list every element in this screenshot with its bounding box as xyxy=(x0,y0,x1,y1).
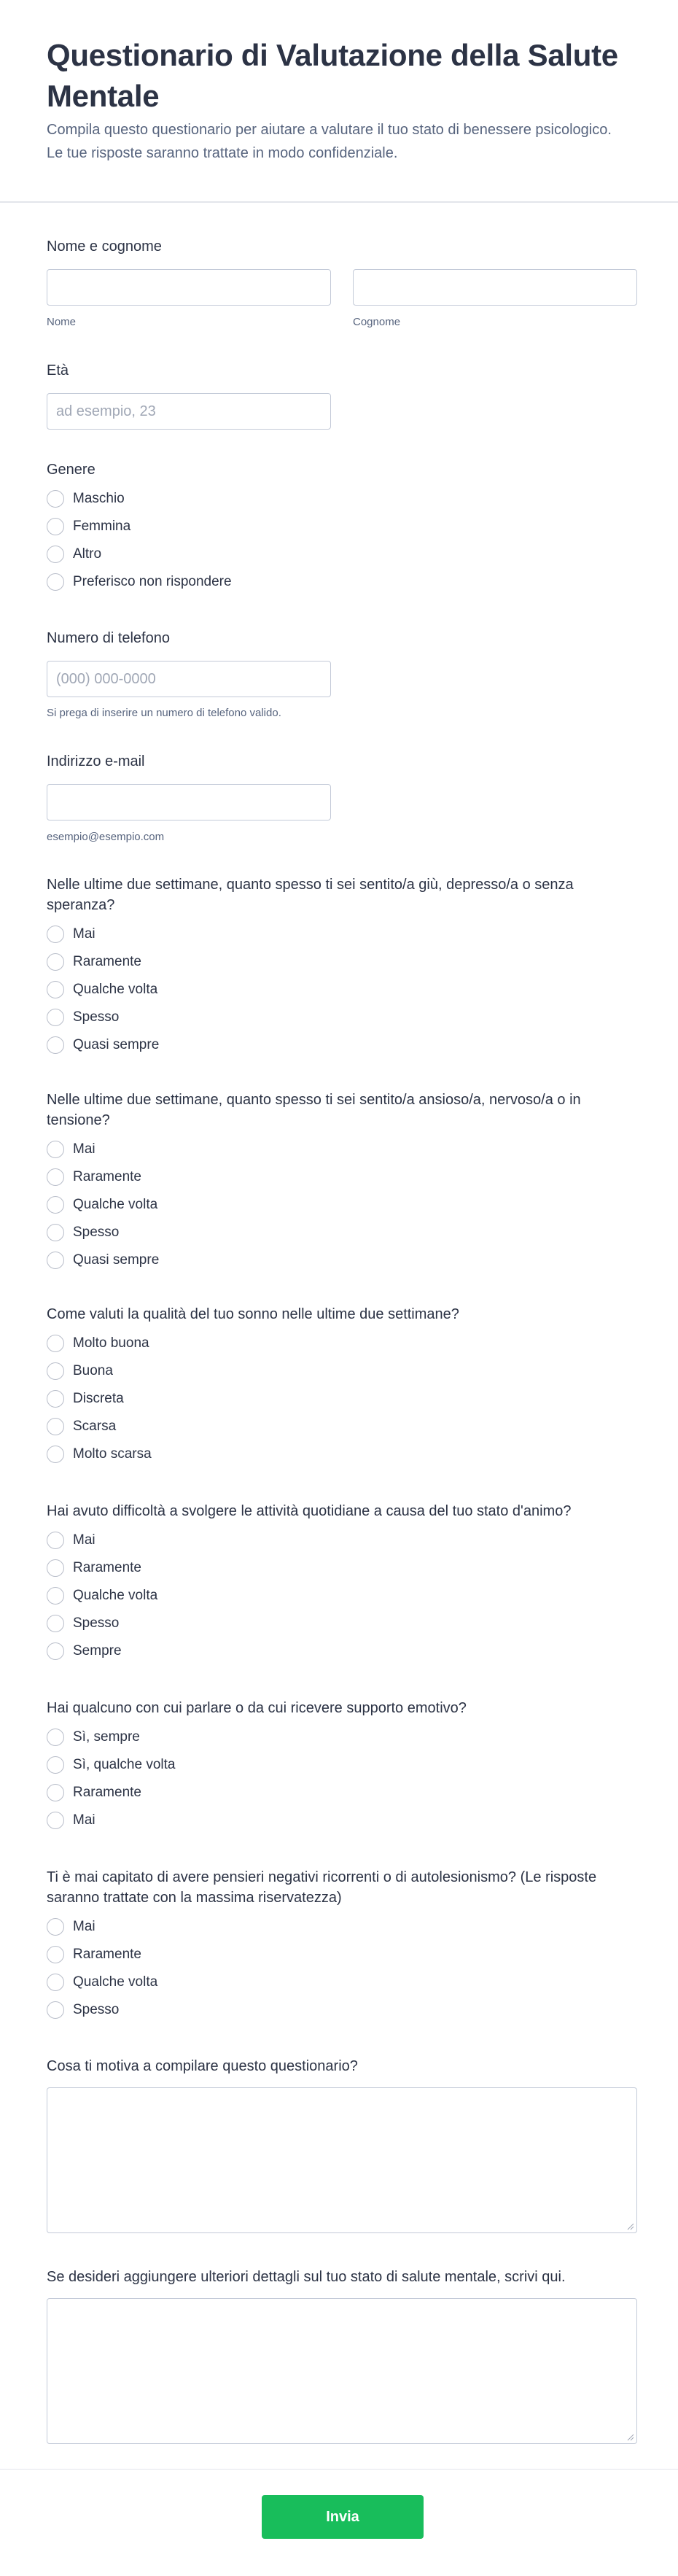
email-input[interactable] xyxy=(47,784,331,820)
question-label: Ti è mai capitato di avere pensieri negativi ricorrenti o di autolesionismo? (Le risposte saranno trattate con la massima riservatezza) xyxy=(47,1869,597,1906)
form-title: Questionario di Valutazione della Salute Mentale xyxy=(47,38,618,113)
radio-label: Quasi sempre xyxy=(73,1252,160,1268)
radio-option[interactable] xyxy=(47,1385,644,1413)
radio-button[interactable] xyxy=(47,1918,64,1936)
phone-input[interactable] xyxy=(47,661,331,697)
question-support xyxy=(47,1698,644,1834)
radio-button[interactable] xyxy=(47,1784,64,1801)
submit-button[interactable]: Invia xyxy=(262,2495,424,2539)
question-depressed xyxy=(47,874,644,1059)
radio-label: Spesso xyxy=(73,2002,120,2017)
radio-label: Raramente xyxy=(73,1947,141,1962)
radio-option[interactable] xyxy=(47,1357,644,1385)
radio-button[interactable] xyxy=(47,953,64,971)
radio-label: Raramente xyxy=(73,1169,141,1184)
email-field xyxy=(47,751,644,845)
radio-label: Molto buona xyxy=(73,1335,149,1351)
radio-option[interactable] xyxy=(47,1751,644,1779)
radio-button[interactable] xyxy=(47,1196,64,1214)
radio-button[interactable] xyxy=(47,518,64,535)
radio-label: Mai xyxy=(73,1141,96,1157)
radio-label: Sempre xyxy=(73,1643,122,1659)
radio-option[interactable] xyxy=(47,1554,644,1582)
radio-label: Spesso xyxy=(73,1009,120,1025)
radio-button[interactable] xyxy=(47,1418,64,1435)
radio-button[interactable] xyxy=(47,490,64,508)
radio-label: Scarsa xyxy=(73,1419,117,1434)
radio-option[interactable] xyxy=(47,1637,644,1665)
radio-option[interactable] xyxy=(47,920,644,948)
full-name-field xyxy=(47,236,644,330)
radio-button[interactable] xyxy=(47,1252,64,1269)
motivation-textarea[interactable] xyxy=(47,2087,637,2233)
radio-label: Mai xyxy=(73,926,96,942)
radio-label: Qualche volta xyxy=(73,1974,158,1990)
radio-option[interactable] xyxy=(47,1413,644,1440)
radio-label: Qualche volta xyxy=(73,1197,158,1212)
radio-button[interactable] xyxy=(47,1446,64,1463)
phone-hint: Si prega di inserire un numero di telefono valido. xyxy=(47,707,281,719)
radio-label: Qualche volta xyxy=(73,1588,158,1603)
form-description: Compila questo questionario per aiutare a valutare il tuo stato di benessere psicologico. Le tue risposte saranno trattate in modo confidenziale. xyxy=(47,122,612,161)
gender-field xyxy=(47,459,644,596)
radio-label: Altro xyxy=(73,546,102,562)
radio-option[interactable] xyxy=(47,1219,644,1246)
radio-button[interactable] xyxy=(47,1642,64,1660)
radio-button[interactable] xyxy=(47,1974,64,1991)
radio-label: Spesso xyxy=(73,1615,120,1631)
radio-button[interactable] xyxy=(47,1587,64,1605)
radio-button[interactable] xyxy=(47,1335,64,1352)
first-name-sublabel: Nome xyxy=(47,316,77,328)
radio-label: Qualche volta xyxy=(73,982,158,997)
email-hint: esempio@esempio.com xyxy=(47,831,165,843)
radio-option[interactable] xyxy=(47,1136,644,1163)
radio-label: Raramente xyxy=(73,1560,141,1575)
radio-button[interactable] xyxy=(47,1036,64,1054)
radio-button[interactable] xyxy=(47,546,64,563)
question-details xyxy=(47,2267,644,2444)
radio-label: Sì, sempre xyxy=(73,1729,140,1745)
radio-option[interactable] xyxy=(47,1526,644,1554)
radio-option[interactable] xyxy=(47,513,644,540)
first-name-input[interactable] xyxy=(47,269,331,306)
radio-label: Sì, qualche volta xyxy=(73,1757,176,1772)
full-name-label: Nome e cognome xyxy=(47,238,162,255)
radio-label: Maschio xyxy=(73,491,125,506)
question-label: Hai avuto difficoltà a svolgere le attività quotidiane a causa del tuo stato d'animo? xyxy=(47,1503,572,1519)
radio-label: Buona xyxy=(73,1363,113,1378)
radio-button[interactable] xyxy=(47,2001,64,2019)
radio-label: Quasi sempre xyxy=(73,1037,160,1052)
radio-button[interactable] xyxy=(47,1009,64,1026)
radio-button[interactable] xyxy=(47,1946,64,1963)
radio-button[interactable] xyxy=(47,1168,64,1186)
radio-label: Mai xyxy=(73,1532,96,1548)
radio-option[interactable] xyxy=(47,1163,644,1191)
question-label: Hai qualcuno con cui parlare o da cui ricevere supporto emotivo? xyxy=(47,1700,467,1716)
radio-option[interactable] xyxy=(47,1031,644,1059)
question-anxious xyxy=(47,1090,644,1274)
radio-option[interactable] xyxy=(47,1004,644,1031)
last-name-input[interactable] xyxy=(353,269,637,306)
resize-grip-icon[interactable] xyxy=(626,2222,634,2230)
phone-field xyxy=(47,628,644,721)
radio-button[interactable] xyxy=(47,1812,64,1829)
radio-option[interactable] xyxy=(47,1968,644,1996)
radio-option[interactable] xyxy=(47,1996,644,2024)
radio-option[interactable] xyxy=(47,1779,644,1807)
radio-option[interactable] xyxy=(47,1807,644,1834)
radio-label: Raramente xyxy=(73,1785,141,1800)
radio-label: Preferisco non rispondere xyxy=(73,574,232,589)
question-label: Cosa ti motiva a compilare questo questionario? xyxy=(47,2058,358,2074)
radio-label: Spesso xyxy=(73,1225,120,1240)
radio-label: Femmina xyxy=(73,519,131,534)
age-field xyxy=(47,360,644,430)
age-label: Età xyxy=(47,362,69,379)
radio-option[interactable] xyxy=(47,948,644,976)
radio-button[interactable] xyxy=(47,1362,64,1380)
radio-option[interactable] xyxy=(47,976,644,1004)
radio-option[interactable] xyxy=(47,1191,644,1219)
radio-button[interactable] xyxy=(47,1224,64,1241)
form-header xyxy=(0,0,678,203)
details-textarea[interactable] xyxy=(47,2298,637,2444)
question-label: Nelle ultime due settimane, quanto spesso ti sei sentito/a ansioso/a, nervoso/a o in tensione? xyxy=(47,1092,581,1128)
radio-label: Mai xyxy=(73,1812,96,1828)
radio-button[interactable] xyxy=(47,1559,64,1577)
radio-option[interactable] xyxy=(47,1913,644,1941)
radio-button[interactable] xyxy=(47,926,64,943)
radio-button[interactable] xyxy=(47,1615,64,1632)
radio-option[interactable] xyxy=(47,1723,644,1751)
radio-label: Mai xyxy=(73,1919,96,1934)
resize-grip-icon[interactable] xyxy=(626,2432,634,2441)
radio-option[interactable] xyxy=(47,1941,644,1968)
radio-option[interactable] xyxy=(47,540,644,568)
radio-button[interactable] xyxy=(47,1729,64,1746)
radio-label: Molto scarsa xyxy=(73,1446,152,1462)
question-label: Nelle ultime due settimane, quanto spesso ti sei sentito/a giù, depresso/a o senza speranza? xyxy=(47,877,574,913)
radio-option[interactable] xyxy=(47,1330,644,1357)
radio-label: Raramente xyxy=(73,954,141,969)
radio-option[interactable] xyxy=(47,1610,644,1637)
question-sleep xyxy=(47,1304,644,1468)
question-daily-activities xyxy=(47,1501,644,1665)
question-label: Come valuti la qualità del tuo sonno nelle ultime due settimane? xyxy=(47,1306,459,1322)
radio-option[interactable] xyxy=(47,1582,644,1610)
radio-button[interactable] xyxy=(47,1756,64,1774)
radio-button[interactable] xyxy=(47,981,64,998)
email-label: Indirizzo e-mail xyxy=(47,753,145,769)
radio-button[interactable] xyxy=(47,1532,64,1549)
radio-option[interactable] xyxy=(47,485,644,513)
radio-button[interactable] xyxy=(47,1141,64,1158)
last-name-sublabel: Cognome xyxy=(353,316,401,328)
radio-option[interactable] xyxy=(47,1440,644,1468)
radio-option[interactable] xyxy=(47,1246,644,1274)
radio-label: Discreta xyxy=(73,1391,124,1406)
age-input[interactable] xyxy=(47,393,331,430)
gender-label: Genere xyxy=(47,462,96,478)
radio-button[interactable] xyxy=(47,573,64,591)
radio-option[interactable] xyxy=(47,568,644,596)
question-label: Se desideri aggiungere ulteriori dettagli sul tuo stato di salute mentale, scrivi qui. xyxy=(47,2269,566,2285)
question-motivation xyxy=(47,2056,644,2233)
form-footer xyxy=(0,2469,678,2576)
question-negative-thoughts xyxy=(47,1867,644,2024)
phone-label: Numero di telefono xyxy=(47,630,170,646)
radio-button[interactable] xyxy=(47,1390,64,1408)
